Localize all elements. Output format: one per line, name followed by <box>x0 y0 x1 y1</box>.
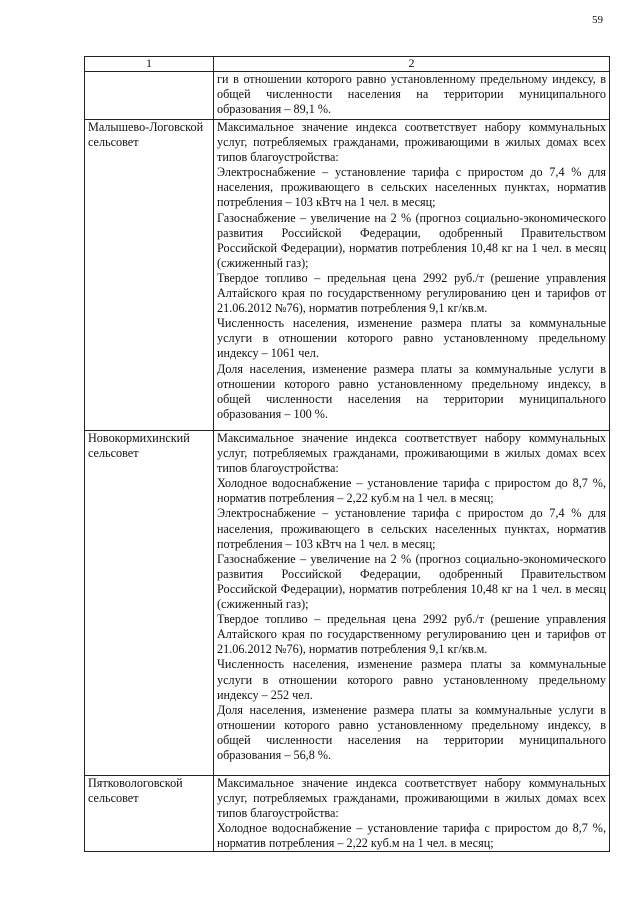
paragraph: Доля населения, изменение размера платы за коммунальные услуги в отношении которого равно установленному предельному индексу, в общей численности населения на территории муниципального образования – 100 %. <box>217 361 606 421</box>
paragraph: Максимальное значение индекса соответствует набору коммунальных услуг, потребляемых гражданами, проживающими в жилых домах всех типов благоустройства: <box>217 431 606 476</box>
table-row <box>85 72 610 120</box>
paragraph: Численность населения, изменение размера платы за коммунальные услуги в отношении которого равно установленному предельному индексу – 252 чел. <box>217 657 606 702</box>
row-description <box>214 120 610 431</box>
page-number: 59 <box>592 14 603 26</box>
row-description <box>214 72 610 120</box>
paragraph: Максимальное значение индекса соответствует набору коммунальных услуг, потребляемых гражданами, проживающими в жилых домах всех типов благоустройства: <box>217 776 606 821</box>
row-description <box>214 776 610 852</box>
municipality-name: Пятковологовской сельсовет <box>85 776 214 852</box>
column-header-2: 2 <box>214 57 610 72</box>
paragraph: Максимальное значение индекса соответствует набору коммунальных услуг, потребляемых гражданами, проживающими в жилых домах всех типов благоустройства: <box>217 120 606 165</box>
paragraph: Электроснабжение – установление тарифа с приростом до 7,4 % для населения, проживающего в сельских населенных пунктах, норматив потребления – 103 кВтч на 1 чел. в месяц; <box>217 165 606 210</box>
table-row <box>85 120 610 431</box>
paragraph: Газоснабжение – увеличение на 2 % (прогноз социально-экономического развития Российской Федерации, одобренный Правительством Российской Федерации), норматив потребления 10,48 кг на 1 чел. в месяц (сжиженный газ); <box>217 210 606 270</box>
table-row <box>85 776 610 852</box>
paragraph: Газоснабжение – увеличение на 2 % (прогноз социально-экономического развития Российской Федерации, одобренный Правительством Российской Федерации), норматив потребления 10,48 кг на 1 чел. в месяц (сжиженный газ); <box>217 551 606 612</box>
paragraph: Электроснабжение – установление тарифа с приростом до 7,4 % для населения, проживающего в сельских населенных пунктах, норматив потребления – 103 кВтч на 1 чел. в месяц; <box>217 506 606 551</box>
municipality-name: Малышево-Логовской сельсовет <box>85 120 214 431</box>
paragraph: Твердое топливо – предельная цена 2992 руб./т (решение управления Алтайского края по государственному регулированию цен и тарифов от 21.06.2012 №76), норматив потребления 9,1 кг/кв.м. <box>217 270 606 316</box>
municipality-name <box>85 72 214 120</box>
column-header-1: 1 <box>85 57 214 72</box>
paragraph: Численность населения, изменение размера платы за коммунальные услуги в отношении которого равно установленному предельному индексу – 1061 чел. <box>217 316 606 361</box>
row-description <box>214 431 610 776</box>
paragraph: ги в отношении которого равно установленному предельному индексу, в общей численности населения на территории муниципального образования – 89,1 %. <box>217 72 606 117</box>
paragraph: Холодное водоснабжение – установление тарифа с приростом до 8,7 %, норматив потребления – 2,22 куб.м на 1 чел. в месяц; <box>217 476 606 506</box>
index-table <box>84 56 610 852</box>
table-header-row <box>85 57 610 72</box>
municipality-name: Новокормихинский сельсовет <box>85 431 214 776</box>
paragraph: Твердое топливо – предельная цена 2992 руб./т (решение управления Алтайского края по государственному регулированию цен и тарифов от 21.06.2012 №76), норматив потребления 9,1 кг/кв.м. <box>217 612 606 657</box>
table-row <box>85 431 610 776</box>
paragraph: Доля населения, изменение размера платы за коммунальные услуги в отношении которого равно установленному предельному индексу, в общей численности населения на территории муниципального образования – 56,8 %. <box>217 702 606 762</box>
paragraph: Холодное водоснабжение – установление тарифа с приростом до 8,7 %, норматив потребления – 2,22 куб.м на 1 чел. в месяц; <box>217 821 606 851</box>
